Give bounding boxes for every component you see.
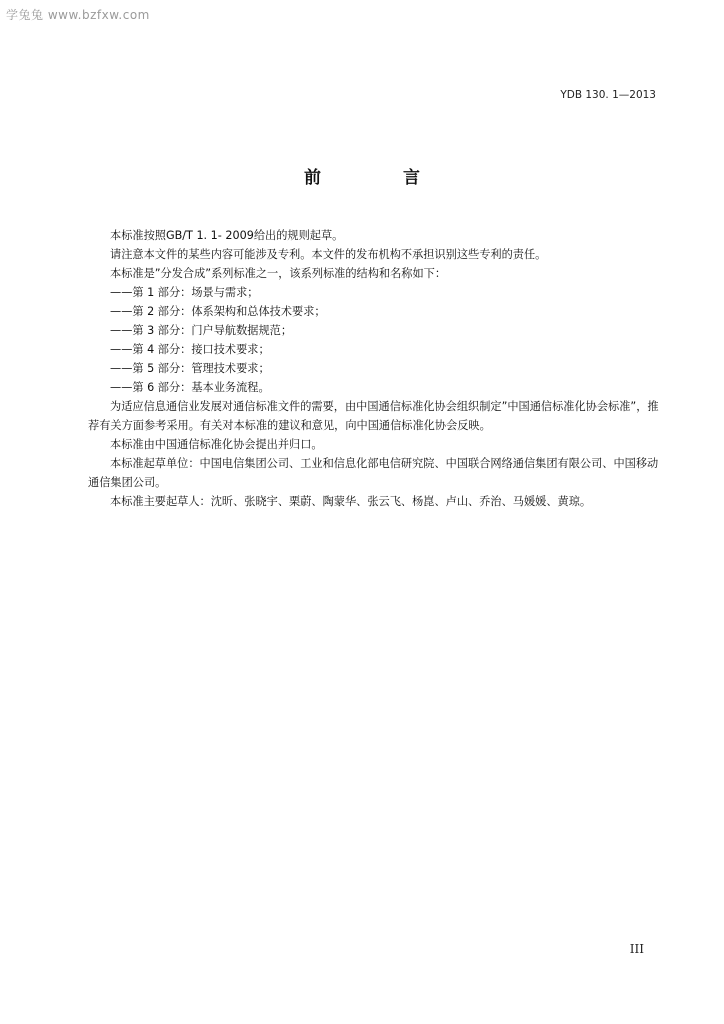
list-item-part-1: ——第 1 部分：场景与需求； [110, 286, 259, 299]
paragraph-drafting-units: 本标准起草单位：中国电信集团公司、工业和信息化部电信研究院、中国联合网络通信集团有限公司、中国移动通信集团公司。 [88, 457, 659, 489]
document-code: YDB 130. 1—2013 [560, 89, 656, 101]
paragraph-patent-notice: 请注意本文件的某些内容可能涉及专利。本文件的发布机构不承担识别这些专利的责任。 [110, 248, 547, 261]
paragraph-series-intro: 本标准是”分发合成”系列标准之一，该系列标准的结构和名称如下： [110, 267, 447, 280]
paragraph-purpose: 为适应信息通信业发展对通信标准文件的需要，由中国通信标准化协会组织制定”中国通信标准化协会标准”，推荐有关方面参考采用。有关对本标准的建议和意见，向中国通信标准化协会反映。 [88, 400, 659, 432]
list-item-part-5: ——第 5 部分：管理技术要求； [110, 362, 270, 375]
paragraph-drafting-rules: 本标准按照GB/T 1. 1- 2009给出的规则起草。 [110, 229, 344, 242]
list-item-part-2: ——第 2 部分：体系架构和总体技术要求； [110, 305, 326, 318]
page-title: 前 言 [304, 168, 458, 188]
list-item-part-3: ——第 3 部分：门户导航数据规范； [110, 324, 293, 337]
foreword-body [88, 226, 664, 511]
list-item-part-4: ——第 4 部分：接口技术要求； [110, 343, 270, 356]
paragraph-drafters: 本标准主要起草人：沈昕、张晓宇、栗蔚、陶蒙华、张云飞、杨崑、卢山、乔治、马媛媛、黄琼。 [110, 495, 592, 508]
watermark: 学兔兔 www.bzfxw.com [6, 8, 150, 22]
list-item-part-6: ——第 6 部分：基本业务流程。 [110, 381, 270, 394]
paragraph-proposer: 本标准由中国通信标准化协会提出并归口。 [110, 438, 323, 451]
page-number: III [629, 942, 644, 956]
